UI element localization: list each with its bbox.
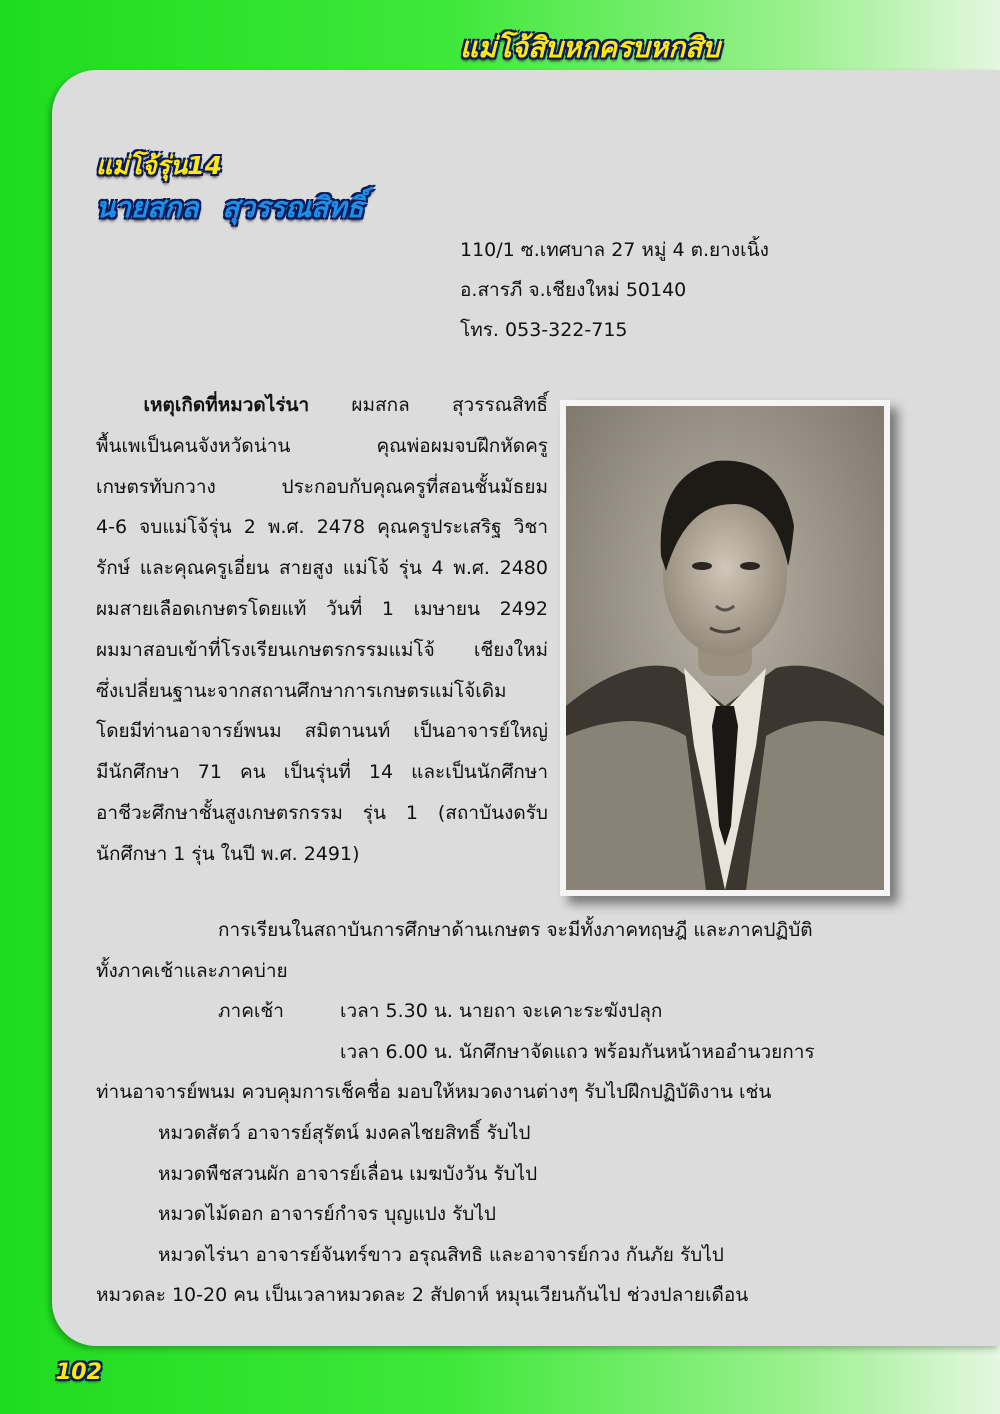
story-line: นักศึกษา 1 รุ่น ในปี พ.ศ. 2491) bbox=[96, 842, 360, 865]
story-line: 4-6 จบแม่โจ้รุ่น 2 พ.ศ. 2478 คุณครูประเสริฐ วิชา bbox=[96, 516, 548, 539]
body-line: ท่านอาจารย์พนม ควบคุมการเช็คชื่อ มอบให้หมวดงานต่างๆ รับไปฝึกปฏิบัติงาน เช่น bbox=[96, 1081, 772, 1104]
body-line: หมวดละ 10-20 คน เป็นเวลาหมวดละ 2 สัปดาห์ หมุนเวียนกันไป ช่วงปลายเดือน bbox=[96, 1284, 749, 1307]
morning-time: เวลา 5.30 น. นายถา จะเคาะระฆังปลุก bbox=[340, 1000, 663, 1023]
body-text bbox=[96, 910, 876, 1316]
body-line bbox=[96, 991, 876, 1032]
address-block bbox=[460, 230, 769, 350]
department-line: หมวดไร่นา อาจารย์จันทร์ขาว อรุณสิทธิ และอาจารย์กวง กันภัย รับไป bbox=[158, 1243, 724, 1266]
story-line: รักษ์ และคุณครูเอี่ยน สายสูง แม่โจ้ รุ่น 4 พ.ศ. 2480 bbox=[96, 557, 548, 580]
story-line: พื้นเพเป็นคนจังหวัดน่าน คุณพ่อผมจบฝึกหัดครู bbox=[96, 434, 548, 457]
story-line: โดยมีท่านอาจารย์พนม สมิตานนท์ เป็นอาจารย์ใหญ่ bbox=[96, 720, 548, 743]
phone-line: โทร. 053-322-715 bbox=[460, 319, 628, 341]
body-line: ทั้งภาคเช้าและภาคบ่าย bbox=[96, 959, 288, 982]
address-line: 110/1 ซ.เทศบาล 27 หมู่ 4 ต.ยางเนิ้ง bbox=[460, 239, 769, 261]
section-label: แม่โจ้รุ่น14 bbox=[96, 151, 222, 180]
department-line: หมวดไม้ดอก อาจารย์กำจร บุญแปง รับไป bbox=[158, 1203, 496, 1226]
body-line: เวลา 6.00 น. นักศึกษาจัดแถว พร้อมกันหน้าหออำนวยการ bbox=[340, 1040, 815, 1063]
story-line bbox=[96, 385, 548, 426]
story-line: อาชีวะศึกษาชั้นสูงเกษตรกรรม รุ่น 1 (สถาบันงดรับ bbox=[96, 801, 548, 824]
story-line: ผมมาสอบเข้าที่โรงเรียนเกษตรกรรมแม่โจ้ เชียงใหม่ bbox=[96, 638, 548, 661]
story-line-rest: ผมสกล สุวรรณสิทธิ์ bbox=[309, 394, 548, 416]
person-name: นายสกล สุวรรณสิทธิ์ bbox=[96, 191, 364, 224]
page-number: 102 bbox=[56, 1360, 102, 1385]
story-paragraph bbox=[96, 385, 548, 875]
morning-label: ภาคเช้า bbox=[218, 1000, 284, 1023]
story-line: ซึ่งเปลี่ยนฐานะจากสถานศึกษาการเกษตรแม่โจ้เดิม bbox=[96, 679, 507, 702]
story-line: ผมสายเลือดเกษตรโดยแท้ วันที่ 1 เมษายน 2492 bbox=[96, 597, 548, 620]
page-header-title: แม่โจ้สิบหกครบหกสิบ bbox=[460, 31, 721, 64]
address-line: อ.สารภี จ.เชียงใหม่ 50140 bbox=[460, 279, 687, 301]
department-line: หมวดสัตว์ อาจารย์สุรัตน์ มงคลไชยสิทธิ์ รับไป bbox=[158, 1121, 531, 1144]
portrait-photo-frame bbox=[560, 400, 890, 896]
body-line: การเรียนในสถาบันการศึกษาด้านเกษตร จะมีทั้งภาคทฤษฎี และภาคปฏิบัติ bbox=[218, 919, 813, 941]
story-line: มีนักศึกษา 71 คน เป็นรุ่นที่ 14 และเป็นนักศึกษา bbox=[96, 761, 548, 784]
department-line: หมวดพืชสวนผัก อาจารย์เลื่อน เมฆบังวัน รับไป bbox=[158, 1162, 538, 1185]
story-lead: เหตุเกิดที่หมวดไร่นา bbox=[143, 394, 310, 416]
story-line: เกษตรทับกวาง ประกอบกับคุณครูที่สอนชั้นมัธยม bbox=[96, 475, 548, 498]
portrait-photo bbox=[566, 406, 884, 890]
